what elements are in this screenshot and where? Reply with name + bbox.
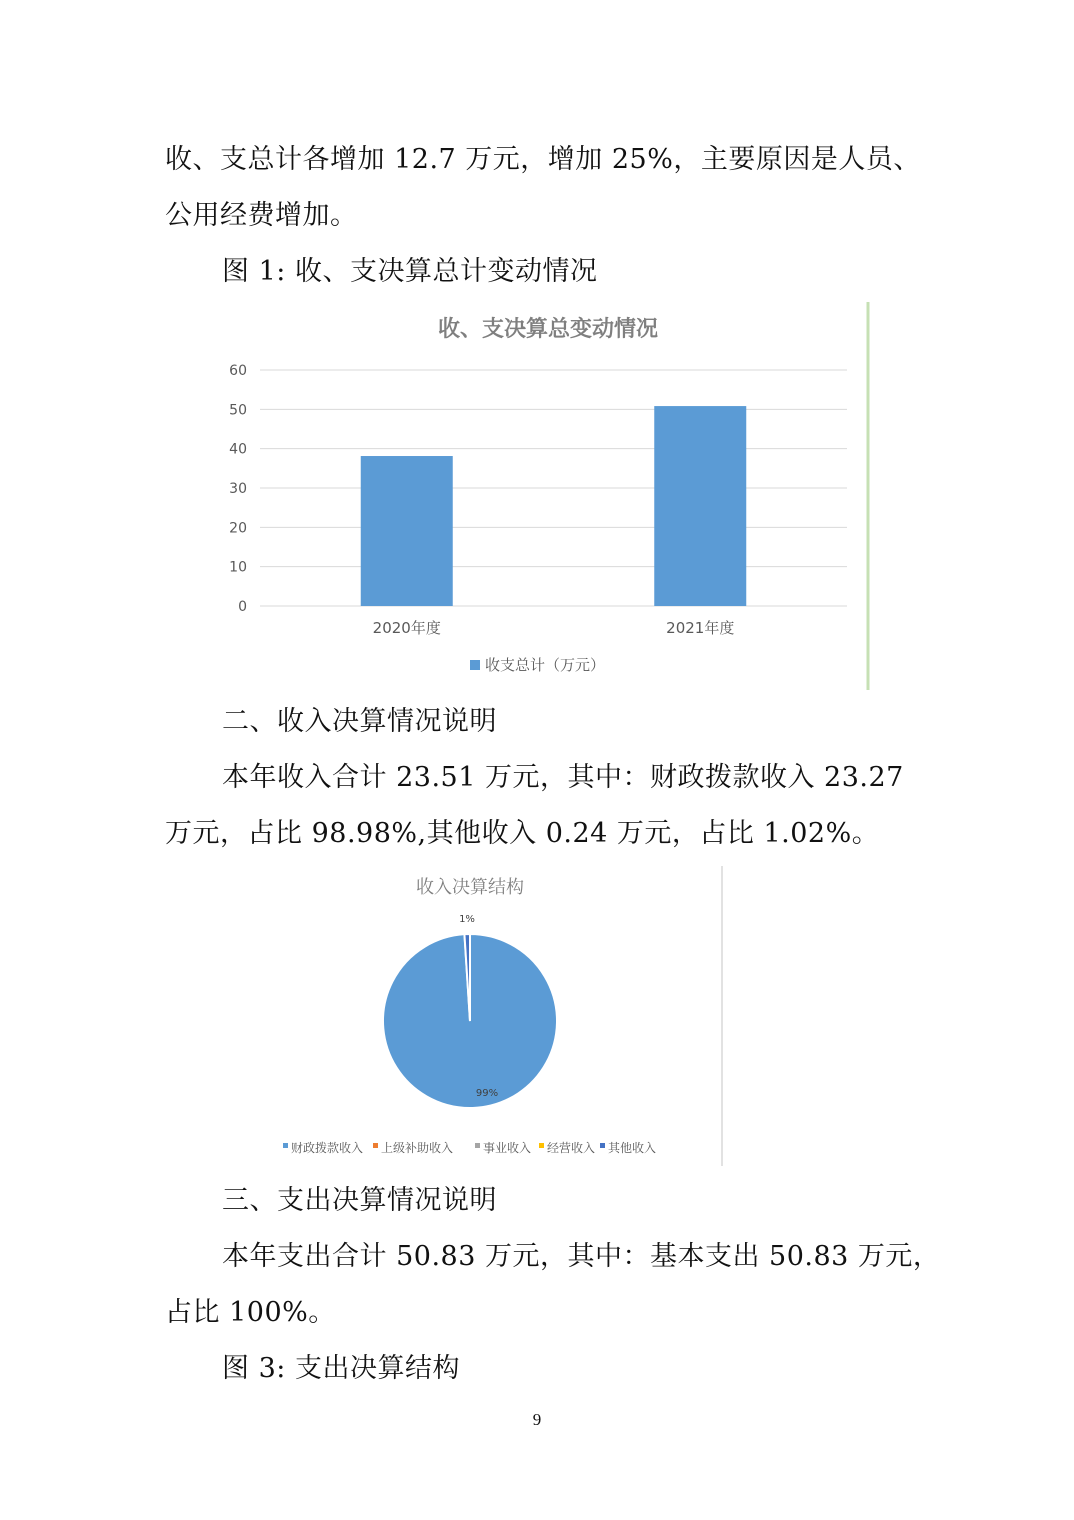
y-tick-label: 50 bbox=[229, 402, 247, 419]
section-heading: 二、收入决算情况说明 bbox=[222, 706, 497, 737]
page-number: 9 bbox=[532, 1410, 542, 1429]
x-tick-label: 2020年度 bbox=[372, 619, 441, 637]
pie-chart bbox=[270, 866, 730, 1166]
paragraph-line: 本年支出合计 50.83 万元，其中：基本支出 50.83 万元， bbox=[222, 1241, 941, 1272]
paragraph-line: 万元，占比 98.98%,其他收入 0.24 万元，占比 1.02%。 bbox=[165, 818, 880, 849]
legend-label: 事业收入 bbox=[483, 1141, 532, 1155]
legend-swatch bbox=[475, 1143, 480, 1148]
legend-swatch bbox=[283, 1143, 288, 1148]
y-tick-label: 10 bbox=[229, 559, 247, 576]
legend-swatch bbox=[600, 1143, 605, 1148]
chart-background bbox=[220, 300, 875, 692]
y-tick-label: 20 bbox=[229, 520, 247, 537]
data-label: 1% bbox=[459, 914, 475, 925]
x-tick-label: 2021年度 bbox=[666, 619, 735, 637]
y-tick-label: 0 bbox=[238, 599, 247, 615]
section-heading: 三、支出决算情况说明 bbox=[222, 1185, 497, 1216]
paragraph-line: 本年收入合计 23.51 万元，其中：财政拨款收入 23.27 bbox=[222, 762, 904, 793]
y-tick-label: 30 bbox=[229, 481, 247, 497]
y-tick-label: 60 bbox=[229, 363, 247, 379]
y-tick-label: 40 bbox=[229, 441, 247, 458]
legend-label: 财政拨款收入 bbox=[291, 1141, 364, 1155]
figure-caption: 图 1: 收、支决算总计变动情况 bbox=[222, 256, 598, 287]
paragraph-line: 占比 100%。 bbox=[165, 1297, 336, 1328]
bar bbox=[361, 456, 453, 606]
legend-label: 其他收入 bbox=[608, 1141, 657, 1155]
chart-title: 收、支决算总变动情况 bbox=[437, 317, 659, 342]
legend-label: 经营收入 bbox=[547, 1141, 596, 1155]
data-label: 99% bbox=[475, 1088, 499, 1099]
paragraph-line: 公用经费增加。 bbox=[165, 200, 358, 231]
legend-swatch bbox=[470, 660, 480, 670]
bar-chart bbox=[220, 300, 875, 692]
legend-swatch bbox=[539, 1143, 544, 1148]
figure-caption: 图 3: 支出决算结构 bbox=[222, 1353, 460, 1384]
legend-label: 上级补助收入 bbox=[381, 1141, 454, 1155]
legend-swatch bbox=[373, 1143, 378, 1148]
bar bbox=[654, 406, 746, 606]
paragraph-line: 收、支总计各增加 12.7 万元，增加 25%，主要原因是人员、 bbox=[165, 144, 921, 175]
legend-label: 收支总计（万元） bbox=[485, 656, 606, 674]
chart-title: 收入决算结构 bbox=[416, 877, 524, 898]
